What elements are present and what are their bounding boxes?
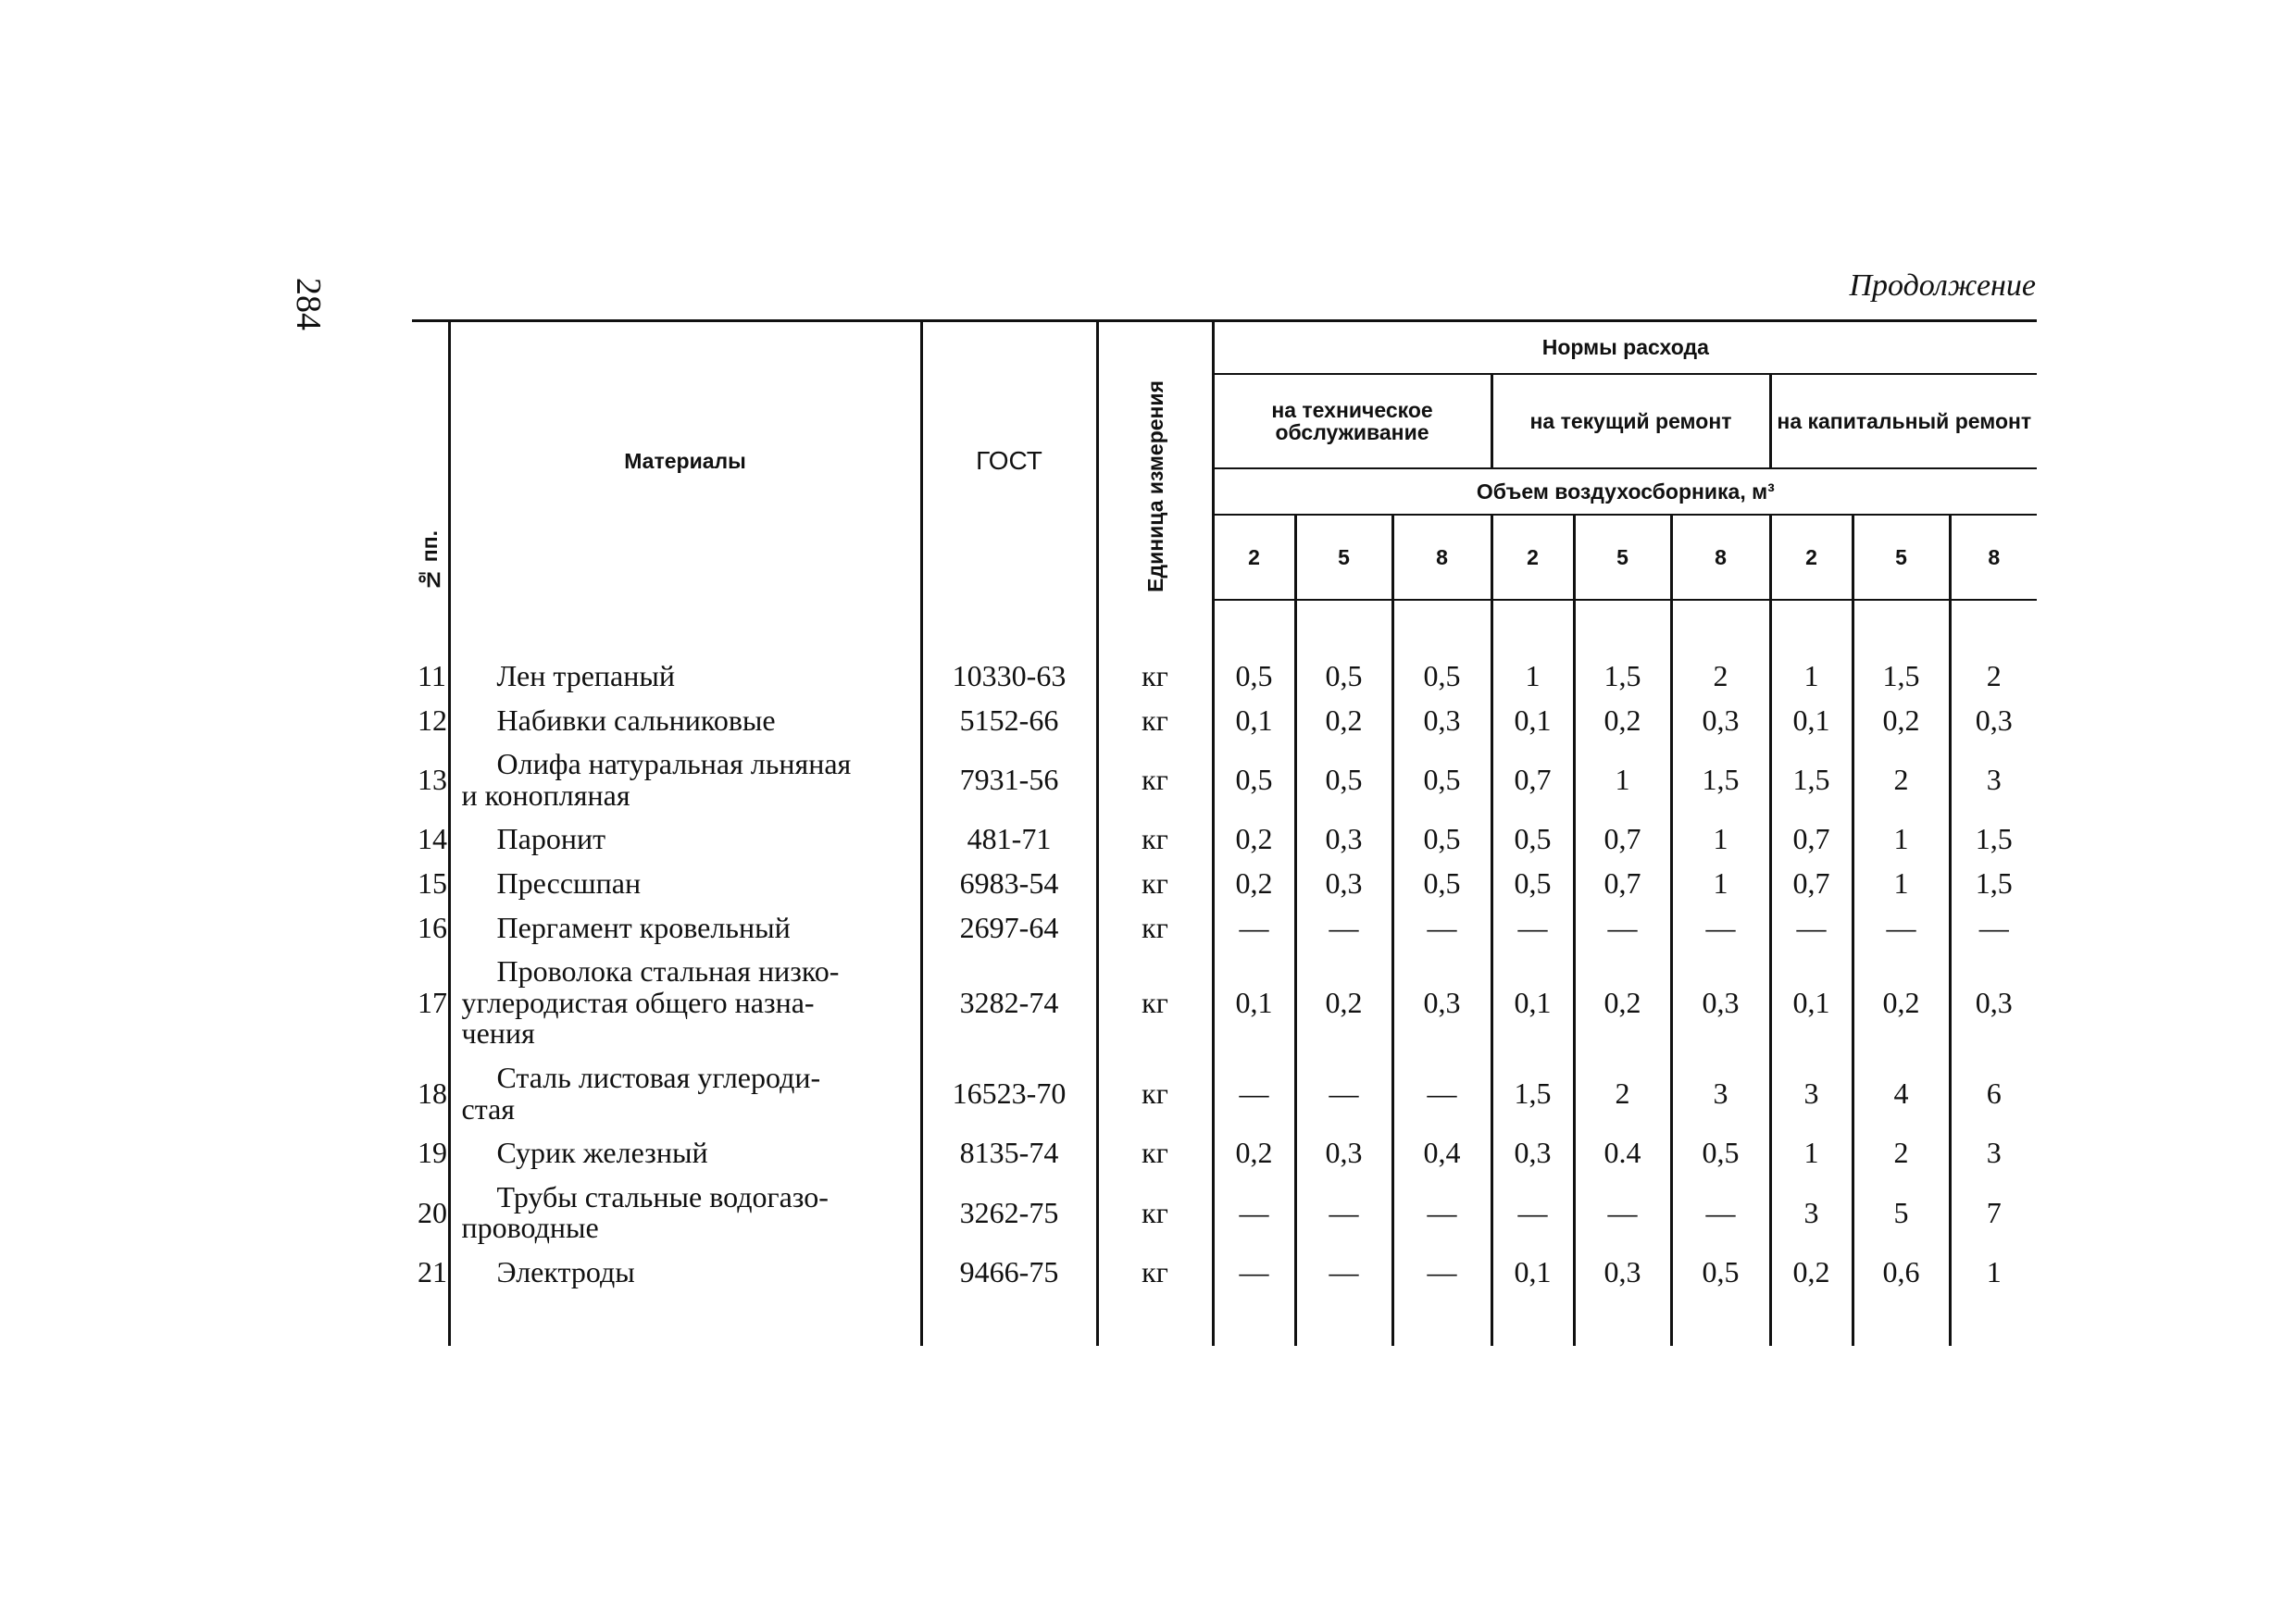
volume-cell: 8 [1392, 515, 1491, 600]
norm-value: 1 [1671, 868, 1770, 913]
table-row [412, 1063, 2037, 1138]
norm-value: — [1950, 913, 2037, 957]
norm-value: 2 [1574, 1063, 1671, 1138]
header-norms: Нормы расхода [1213, 321, 2037, 375]
norm-value: 1 [1671, 824, 1770, 868]
norm-value: 0,5 [1671, 1257, 1770, 1301]
gost-number: 10330-63 [921, 661, 1097, 705]
material-norms-table [412, 319, 2037, 1346]
norm-value: — [1853, 913, 1950, 957]
material-name-first-line: Пергамент кровельный [496, 910, 791, 944]
volume-cell: 2 [1770, 515, 1853, 600]
norm-value: 0,1 [1770, 956, 1853, 1063]
norm-value: — [1392, 913, 1491, 957]
norm-value: 0,3 [1392, 705, 1491, 750]
norm-value: 0,2 [1295, 705, 1392, 750]
norm-value: 3 [1770, 1063, 1853, 1138]
norm-value: 0,5 [1392, 661, 1491, 705]
norm-value: 0,3 [1950, 956, 2037, 1063]
header-current-repair: на текущий ремонт [1491, 374, 1770, 468]
norm-value: 0,3 [1295, 824, 1392, 868]
gost-number: 7931-56 [921, 749, 1097, 824]
material-name [449, 956, 921, 1063]
material-name-first-line: Электроды [496, 1254, 635, 1288]
norm-value: 0,5 [1491, 824, 1574, 868]
material-name [449, 661, 921, 705]
material-name [449, 1254, 921, 1301]
norm-value: 0,7 [1574, 868, 1671, 913]
header-num: № пп. [412, 321, 449, 601]
page-number: 284 [289, 278, 328, 330]
norm-value: 3 [1671, 1063, 1770, 1138]
norm-value: 0,2 [1295, 956, 1392, 1063]
norm-value: 1,5 [1574, 661, 1671, 705]
norm-value: 0,2 [1213, 824, 1295, 868]
table-row [412, 824, 2037, 868]
norm-value: 1 [1770, 661, 1853, 705]
norm-value: 0,3 [1671, 956, 1770, 1063]
norm-value: 1,5 [1950, 868, 2037, 913]
norm-value: 1,5 [1770, 749, 1853, 824]
row-number: 19 [418, 1136, 447, 1170]
norm-value: 0,3 [1671, 705, 1770, 750]
norm-value: 1 [1853, 824, 1950, 868]
norm-value: — [1491, 1182, 1574, 1257]
norm-value: 1 [1491, 661, 1574, 705]
material-name [449, 1179, 921, 1257]
material-name-first-line: Паронит [496, 822, 606, 856]
row-number: 18 [418, 1076, 447, 1110]
norm-value: 2 [1950, 661, 2037, 705]
material-name-first-line: Проволока стальная низко- [496, 954, 840, 989]
norm-value: — [1295, 913, 1392, 957]
norm-value: 1 [1574, 749, 1671, 824]
row-number: 15 [418, 865, 447, 900]
material-name-first-line: Сурик железный [496, 1136, 708, 1170]
row-number: 16 [418, 910, 447, 944]
norm-value: 0,1 [1770, 705, 1853, 750]
gost-number: 8135-74 [921, 1138, 1097, 1182]
norm-value: 0.4 [1574, 1138, 1671, 1182]
row-number: 17 [418, 985, 447, 1019]
unit: кг [1097, 1182, 1213, 1257]
norm-value: 1 [1950, 1257, 2037, 1301]
norm-value: — [1574, 1182, 1671, 1257]
unit: кг [1097, 824, 1213, 868]
unit: кг [1097, 749, 1213, 824]
norm-value: 2 [1853, 1138, 1950, 1182]
norm-value: 0,7 [1770, 824, 1853, 868]
norm-value: 7 [1950, 1182, 2037, 1257]
gost-number: 3282-74 [921, 956, 1097, 1063]
norm-value: — [1392, 1182, 1491, 1257]
norm-value: 0,5 [1392, 749, 1491, 824]
unit: кг [1097, 868, 1213, 913]
material-name-continuation: стая [461, 1091, 515, 1126]
norm-value: 0,7 [1491, 749, 1574, 824]
norm-value: 0,2 [1574, 956, 1671, 1063]
material-name [449, 1138, 921, 1182]
norm-value: — [1491, 913, 1574, 957]
header-maintenance: на техническое обслуживание [1213, 374, 1491, 468]
norm-value: 0,5 [1392, 824, 1491, 868]
norm-value: 0,3 [1574, 1257, 1671, 1301]
norm-value: 0,5 [1295, 661, 1392, 705]
material-name [449, 749, 921, 824]
norm-value: — [1295, 1257, 1392, 1301]
unit: кг [1097, 1138, 1213, 1182]
material-name-first-line: Набивки сальниковые [496, 703, 776, 737]
norm-value: — [1213, 1182, 1295, 1257]
material-name-first-line: Лен трепаный [496, 659, 675, 692]
table-row [412, 913, 2037, 957]
unit: кг [1097, 705, 1213, 750]
gost-number: 3262-75 [921, 1182, 1097, 1257]
gost-number: 481-71 [921, 824, 1097, 868]
norm-value: — [1392, 1257, 1491, 1301]
header-gost: ГОСТ [921, 321, 1097, 601]
material-name-first-line: Сталь листовая углероди- [496, 1060, 821, 1094]
table-row [412, 956, 2037, 1063]
norm-value: — [1671, 1182, 1770, 1257]
table-row [412, 1257, 2037, 1301]
material-name-first-line: Олифа натуральная льняная [496, 747, 852, 781]
norm-value: — [1574, 913, 1671, 957]
norm-value: — [1213, 1257, 1295, 1301]
norm-value: 0,3 [1295, 1138, 1392, 1182]
material-name [449, 865, 921, 913]
norm-value: — [1295, 1063, 1392, 1138]
material-name-first-line: Прессшпан [496, 865, 642, 900]
norm-value: 0,6 [1853, 1257, 1950, 1301]
volume-cell: 8 [1950, 515, 2037, 600]
row-number: 21 [418, 1254, 447, 1288]
norm-value: 0,5 [1213, 749, 1295, 824]
table-row [412, 705, 2037, 750]
norm-value: 0,3 [1392, 956, 1491, 1063]
norm-value: 0,7 [1770, 868, 1853, 913]
volume-cell: 5 [1853, 515, 1950, 600]
gost-number: 2697-64 [921, 913, 1097, 957]
norm-value: 0,5 [1671, 1138, 1770, 1182]
norm-value: 5 [1853, 1182, 1950, 1257]
volume-cell: 2 [1213, 515, 1295, 600]
volume-cell: 8 [1671, 515, 1770, 600]
norm-value: 0,5 [1295, 749, 1392, 824]
norm-value: 0,1 [1491, 705, 1574, 750]
table-row [412, 868, 2037, 913]
norm-value: 1 [1770, 1138, 1853, 1182]
material-name-first-line: Трубы стальные водогазо- [496, 1179, 829, 1214]
norm-value: 0,2 [1213, 868, 1295, 913]
norm-value: 0,1 [1213, 705, 1295, 750]
material-name [449, 1060, 921, 1138]
unit: кг [1097, 956, 1213, 1063]
norm-value: 3 [1950, 749, 2037, 824]
norm-value: 0,5 [1392, 868, 1491, 913]
table-row [412, 661, 2037, 705]
unit: кг [1097, 1063, 1213, 1138]
header-unit: Единица измерения [1097, 321, 1213, 601]
material-name-continuation: и конопляная [461, 778, 630, 812]
header-materials: Материалы [449, 321, 921, 601]
volume-cell: 2 [1491, 515, 1574, 600]
norm-value: 1,5 [1491, 1063, 1574, 1138]
norm-value: 0,2 [1770, 1257, 1853, 1301]
row-number: 13 [418, 762, 447, 796]
unit: кг [1097, 1257, 1213, 1301]
gost-number: 16523-70 [921, 1063, 1097, 1138]
header-capital-repair: на капитальный ремонт [1770, 374, 2037, 468]
norm-value: 0,3 [1295, 868, 1392, 913]
norm-value: — [1213, 913, 1295, 957]
norm-value: 0,1 [1491, 956, 1574, 1063]
norm-value: — [1295, 1182, 1392, 1257]
norm-value: 2 [1671, 661, 1770, 705]
material-name-continuation: проводные [461, 1211, 599, 1245]
material-name [449, 824, 921, 868]
norm-value: 0,1 [1213, 956, 1295, 1063]
norm-value: 0,5 [1213, 661, 1295, 705]
norm-value: 3 [1770, 1182, 1853, 1257]
material-name [449, 910, 921, 957]
gost-number: 9466-75 [921, 1257, 1097, 1301]
norm-value: — [1213, 1063, 1295, 1138]
volume-cell: 5 [1574, 515, 1671, 600]
norm-value: — [1671, 913, 1770, 957]
row-number: 12 [418, 703, 447, 737]
norm-value: 2 [1853, 749, 1950, 824]
volume-cell: 5 [1295, 515, 1392, 600]
norm-value: 1,5 [1853, 661, 1950, 705]
norm-value: 0,2 [1574, 705, 1671, 750]
material-name-continuation: углеродистая общего назна- чения [461, 985, 815, 1051]
norm-value: 3 [1950, 1138, 2037, 1182]
row-number: 20 [418, 1195, 447, 1229]
gost-number: 6983-54 [921, 868, 1097, 913]
unit: кг [1097, 913, 1213, 957]
continuation-label: Продолжение [1849, 268, 2036, 303]
norm-value: 1,5 [1950, 824, 2037, 868]
norm-value: 0,2 [1213, 1138, 1295, 1182]
norm-value: 0,3 [1950, 705, 2037, 750]
table-row [412, 749, 2037, 824]
norm-value: 0,2 [1853, 705, 1950, 750]
material-name [449, 705, 921, 750]
row-number: 11 [418, 659, 446, 692]
norm-value: 0,1 [1491, 1257, 1574, 1301]
norm-value: 0,7 [1574, 824, 1671, 868]
norm-value: — [1770, 913, 1853, 957]
table-row [412, 1182, 2037, 1257]
unit: кг [1097, 661, 1213, 705]
row-number: 14 [418, 822, 447, 856]
norm-value: — [1392, 1063, 1491, 1138]
table-row [412, 1138, 2037, 1182]
norm-value: 1,5 [1671, 749, 1770, 824]
norm-value: 0,5 [1491, 868, 1574, 913]
norm-value: 4 [1853, 1063, 1950, 1138]
norm-value: 0,3 [1491, 1138, 1574, 1182]
header-volume: Объем воздухосборника, м³ [1213, 468, 2037, 515]
gost-number: 5152-66 [921, 705, 1097, 750]
norm-value: 6 [1950, 1063, 2037, 1138]
norm-value: 0,2 [1853, 956, 1950, 1063]
norm-value: 1 [1853, 868, 1950, 913]
norm-value: 0,4 [1392, 1138, 1491, 1182]
